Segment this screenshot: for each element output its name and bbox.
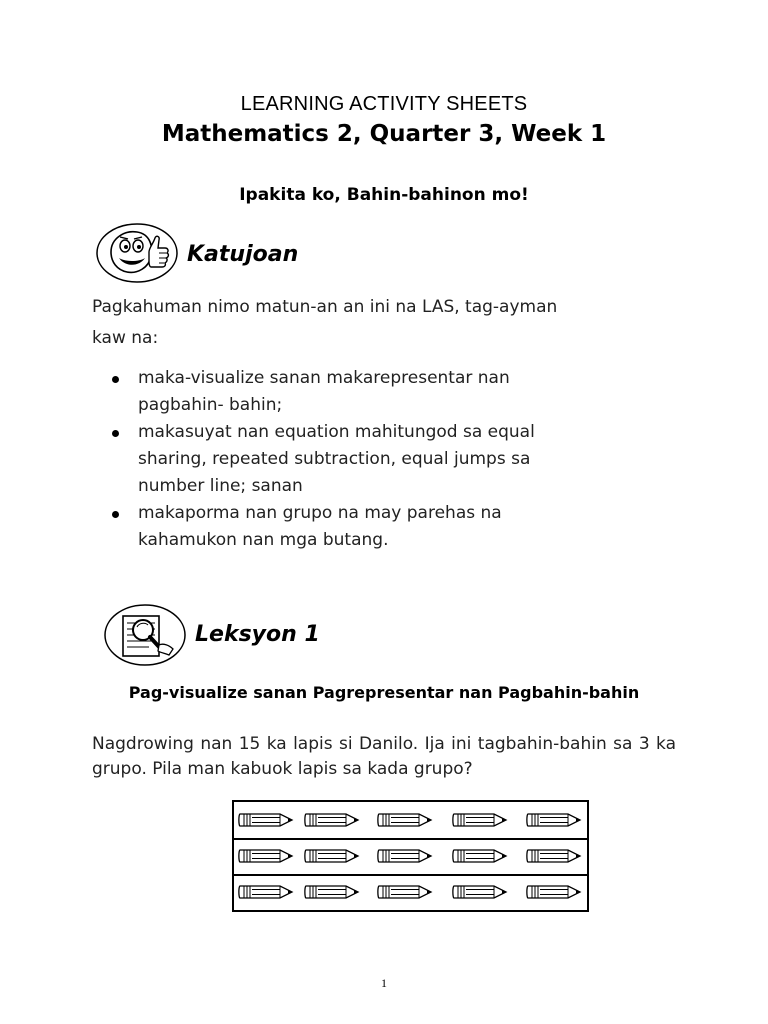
sheet-title: LEARNING ACTIVITY SHEETS — [240, 93, 528, 115]
page-number: 1 — [381, 976, 387, 990]
pencil-icon — [304, 812, 360, 828]
lesson-heading: Leksyon 1 — [195, 622, 320, 647]
objective-text: makasuyat nan equation mahitungod sa equal — [138, 422, 535, 442]
pencil-icon — [238, 812, 294, 828]
objective-item — [108, 500, 628, 554]
pencil-icon — [377, 884, 433, 900]
pencil-icon — [304, 884, 360, 900]
objective-text: pagbahin- bahin; — [138, 395, 283, 415]
objectives-list — [108, 365, 628, 554]
objective-text: number line; sanan — [138, 476, 303, 496]
pencil-groups-table — [232, 800, 589, 912]
objectives-intro-line2: kaw na: — [92, 328, 159, 348]
pencil-group-row — [234, 874, 587, 912]
pencil-icon — [526, 884, 582, 900]
lesson-subheading: Pag-visualize sanan Pagrepresentar nan Pagbahin-bahin — [128, 683, 640, 702]
pencil-group-row — [234, 802, 587, 838]
magnifying-glass-icon — [103, 603, 187, 667]
objective-item — [108, 365, 628, 419]
objective-text: makaporma nan grupo na may parehas na — [138, 503, 502, 523]
pencil-icon — [377, 848, 433, 864]
pencil-icon — [304, 848, 360, 864]
sheet-tagline: Ipakita ko, Bahin-bahinon mo! — [239, 185, 529, 205]
problem-text: Nagdrowing nan 15 ka lapis si Danilo. Ija ini tagbahin-bahin sa 3 ka grupo. Pila man kabuok lapis sa kada grupo? — [92, 734, 676, 779]
sheet-subtitle: Mathematics 2, Quarter 3, Week 1 — [161, 121, 607, 147]
pencil-icon — [526, 848, 582, 864]
pencil-icon — [526, 812, 582, 828]
objective-text: kahamukon nan mga butang. — [138, 530, 389, 550]
objectives-heading: Katujoan — [187, 242, 299, 267]
objective-text: maka-visualize sanan makarepresentar nan — [138, 368, 510, 388]
smiley-thumbs-up-icon — [95, 222, 179, 284]
pencil-icon — [238, 848, 294, 864]
pencil-icon — [452, 884, 508, 900]
objectives-intro-line1: Pagkahuman nimo matun-an an ini na LAS, tag-ayman — [92, 297, 558, 317]
pencil-icon — [238, 884, 294, 900]
pencil-icon — [452, 812, 508, 828]
pencil-icon — [377, 812, 433, 828]
pencil-icon — [452, 848, 508, 864]
objective-text: sharing, repeated subtraction, equal jumps sa — [138, 449, 531, 469]
pencil-group-row — [234, 838, 587, 876]
objective-item — [108, 419, 628, 500]
